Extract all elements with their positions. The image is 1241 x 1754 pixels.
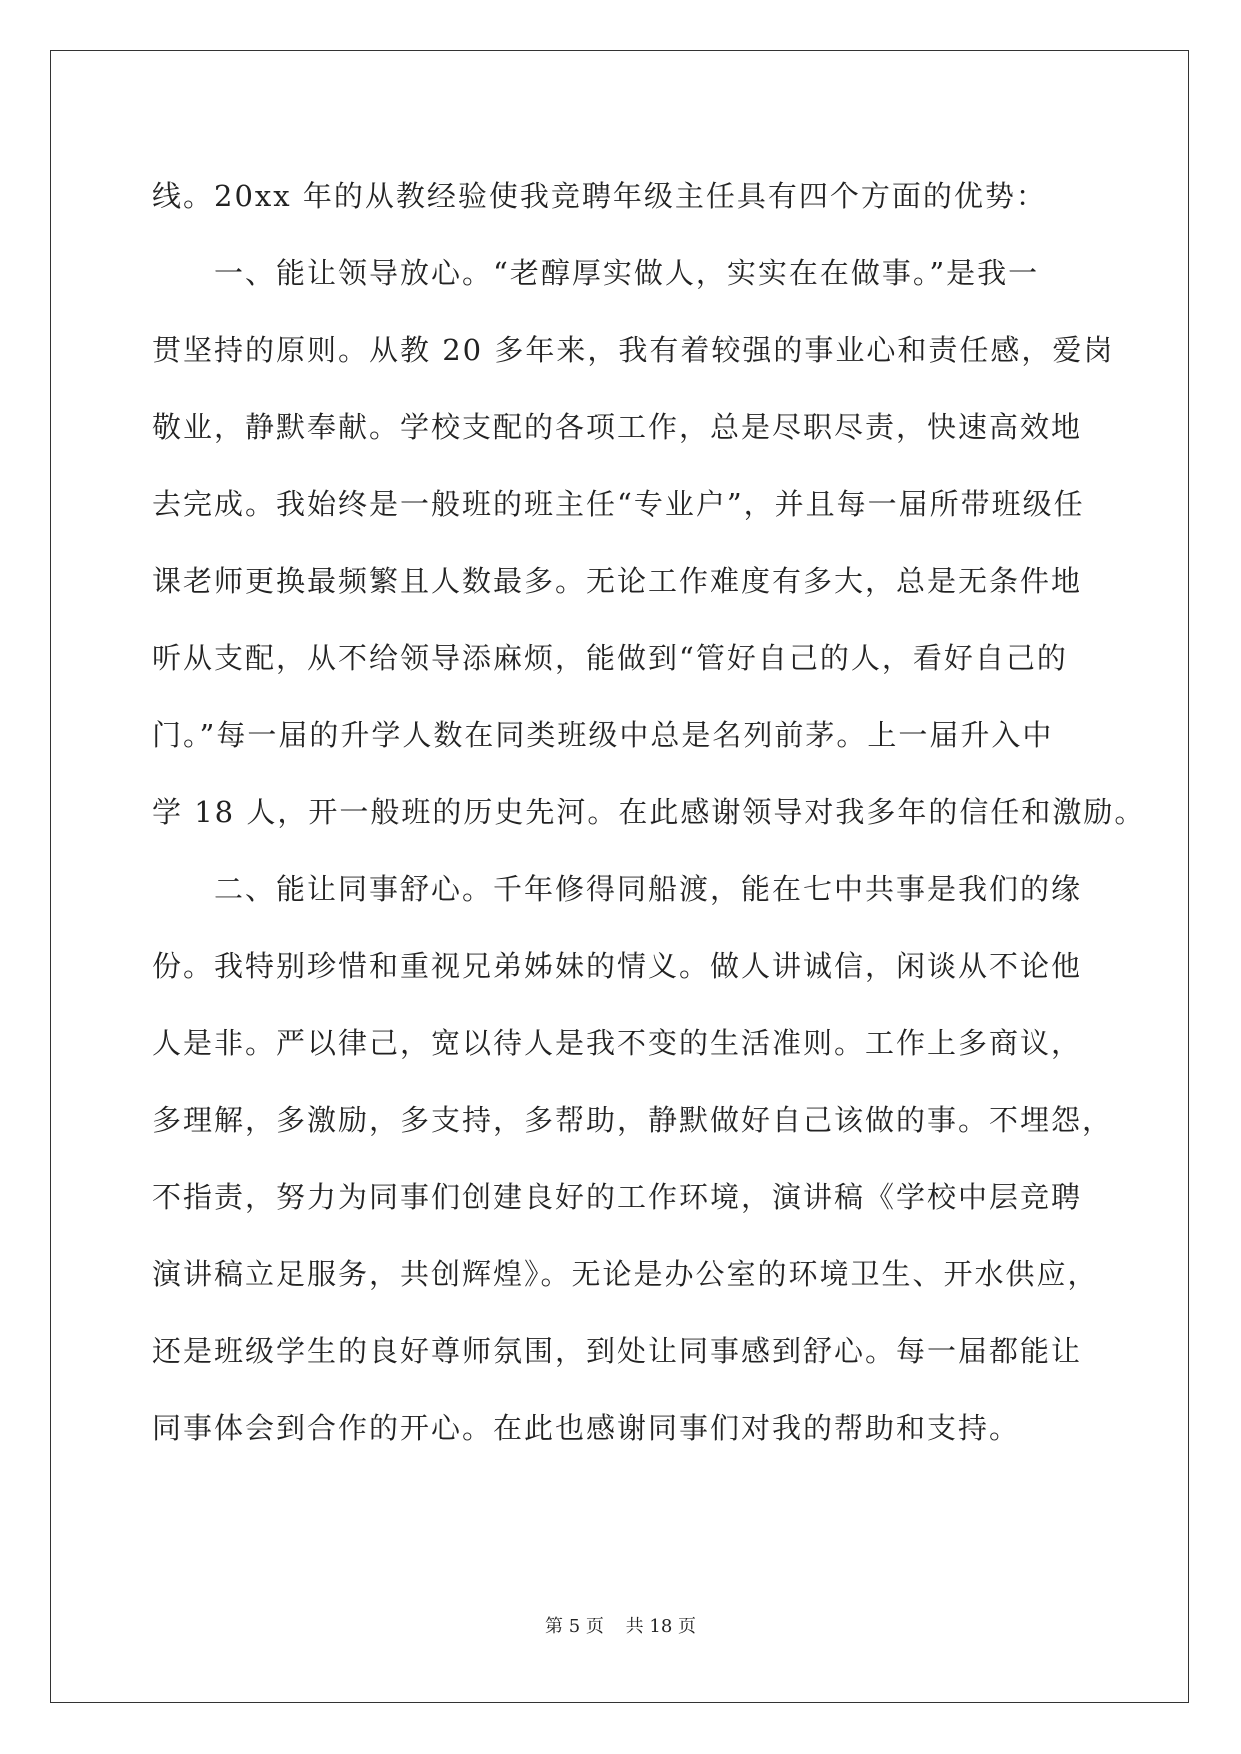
text-line: 线。20xx 年的从教经验使我竞聘年级主任具有四个方面的优势： bbox=[152, 179, 1047, 213]
text-line: 多理解，多激励，多支持，多帮助，静默做好自己该做的事。不埋怨， bbox=[152, 1103, 1114, 1137]
document-body bbox=[152, 158, 1146, 1467]
text-line: 份。我特别珍惜和重视兄弟姊妹的情义。做人讲诚信，闲谈从不论他 bbox=[152, 949, 1083, 983]
text-line: 学 18 人，开一般班的历史先河。在此感谢领导对我多年的信任和激励。 bbox=[152, 795, 1146, 829]
text-line: 敬业，静默奉献。学校支配的各项工作，总是尽职尽责，快速高效地 bbox=[152, 410, 1083, 444]
text-line: 还是班级学生的良好尊师氛围，到处让同事感到舒心。每一届都能让 bbox=[152, 1334, 1083, 1368]
text-line: 演讲稿立足服务，共创辉煌》。无论是办公室的环境卫生、开水供应， bbox=[152, 1257, 1099, 1291]
text-line: 同事体会到合作的开心。在此也感谢同事们对我的帮助和支持。 bbox=[152, 1411, 1021, 1445]
text-line: 门。”每一届的升学人数在同类班级中总是名列前茅。上一届升入中 bbox=[152, 718, 1054, 752]
text-line: 贯坚持的原则。从教 20 多年来，我有着较强的事业心和责任感，爱岗 bbox=[152, 333, 1115, 367]
text-line: 去完成。我始终是一般班的班主任“专业户”，并且每一届所带班级任 bbox=[152, 487, 1085, 521]
text-line: 不指责，努力为同事们创建良好的工作环境，演讲稿《学校中层竞聘 bbox=[152, 1180, 1083, 1214]
page-total: 共 18 页 bbox=[625, 1616, 696, 1637]
text-line: 二、能让同事舒心。千年修得同船渡，能在七中共事是我们的缘 bbox=[152, 872, 1083, 906]
page-number: 第 5 页 bbox=[545, 1616, 604, 1637]
text-line: 一、能让领导放心。“老醇厚实做人，实实在在做事。”是我一 bbox=[152, 256, 1040, 290]
text-line: 课老师更换最频繁且人数最多。无论工作难度有多大，总是无条件地 bbox=[152, 564, 1083, 598]
text-line: 人是非。严以律己，宽以待人是我不变的生活准则。工作上多商议， bbox=[152, 1026, 1083, 1060]
text-line: 听从支配，从不给领导添麻烦，能做到“管好自己的人，看好自己的 bbox=[152, 641, 1068, 675]
page-footer bbox=[0, 1612, 1241, 1638]
